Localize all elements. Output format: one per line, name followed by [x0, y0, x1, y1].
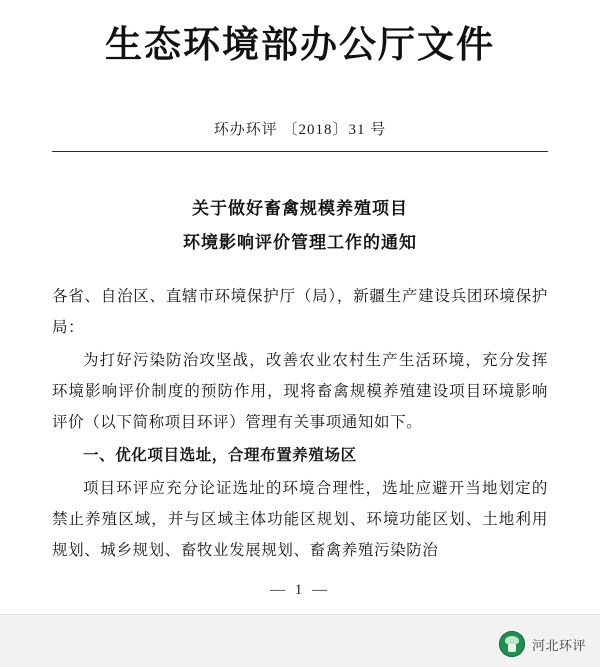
document-header-title: 生态环境部办公厅文件	[105, 22, 495, 66]
green-circle-logo-icon	[499, 631, 525, 657]
body-paragraph-recipient: 各省、自治区、直辖市环境保护厅（局），新疆生产建设兵团环境保护局：	[52, 287, 548, 336]
header-divider-rule	[52, 151, 548, 152]
footer-account-badge[interactable]	[499, 631, 586, 657]
document-number: 环办环评 〔2018〕31 号	[213, 122, 387, 139]
footer-bar	[0, 614, 600, 667]
footer-badge-label: 河北环评	[531, 638, 586, 654]
document-subject	[52, 192, 548, 258]
page-number: — 1 —	[270, 582, 330, 598]
body-section-heading-1: 一、优化项目选址，合理布置养殖场区	[83, 446, 357, 464]
document-body	[52, 281, 548, 566]
subject-line-2: 环境影响评价管理工作的通知	[183, 232, 417, 252]
document-page	[0, 22, 600, 667]
body-paragraph-section1-text: 项目环评应充分论证选址的环境合理性，选址应避开当地划定的禁止养殖区域，并与区域主体功能区规划、环境功能区划、土地利用规划、城乡规划、畜牧业发展规划、畜禽养殖污染防治	[52, 479, 548, 559]
subject-line-1: 关于做好畜禽规模养殖项目	[192, 199, 408, 219]
body-paragraph-intro: 为打好污染防治攻坚战，改善农业农村生产生活环境，充分发挥环境影响评价制度的预防作用，现将畜禽规模养殖建设项目环境影响评价（以下简称项目环评）管理有关事项通知如下。	[52, 351, 548, 431]
